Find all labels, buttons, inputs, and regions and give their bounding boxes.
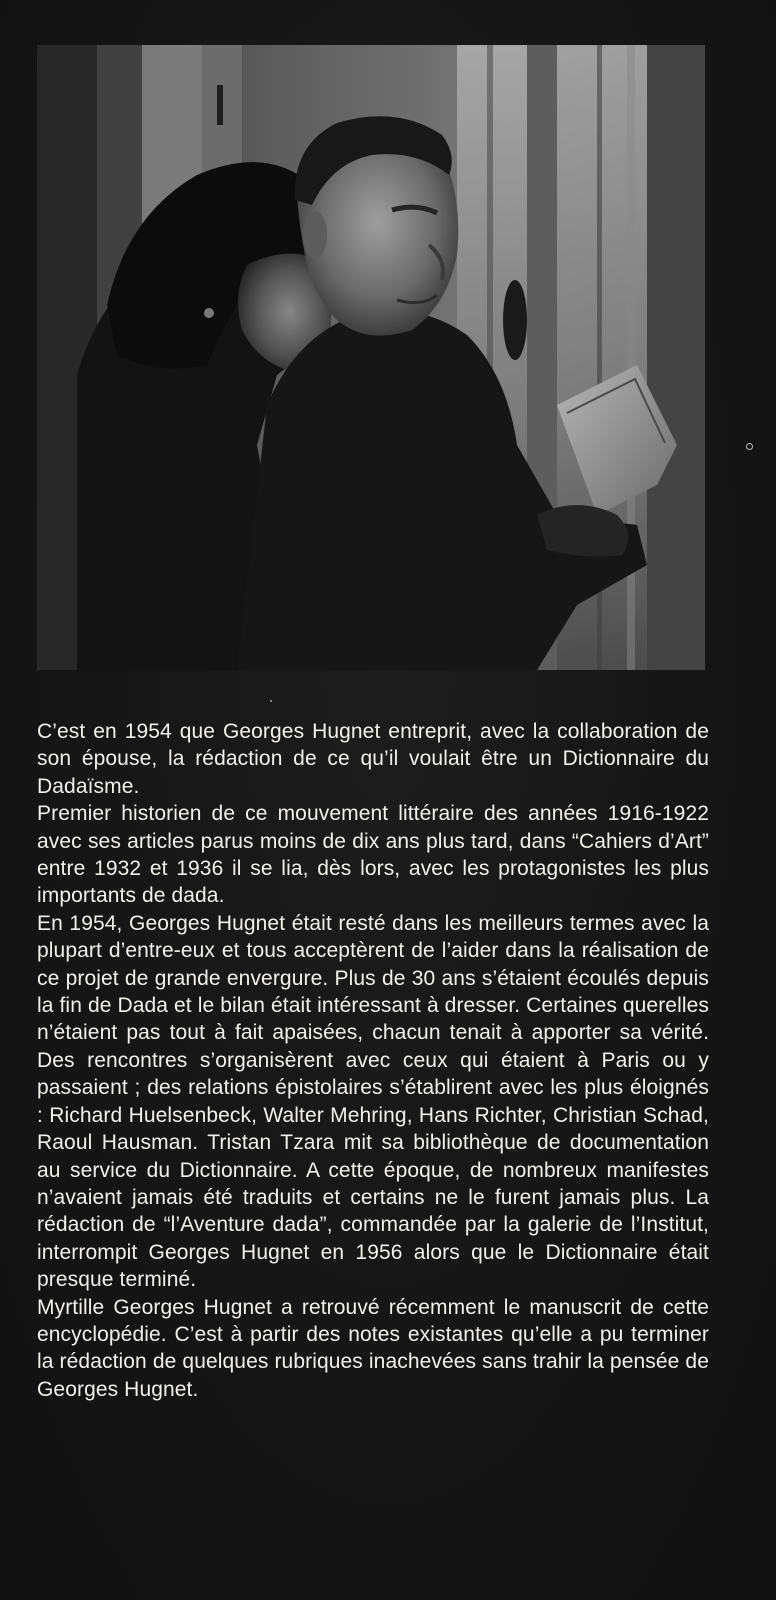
portrait-photo — [37, 45, 705, 670]
paper-speck — [270, 700, 272, 702]
paragraph-2: Premier historien de ce mouvement littéraire des années 1916-1922 avec ses articles parus moins de dix ans plus tard, dans “Cahiers d’Art” entre 1932 et 1936 il se lia, dès lors, avec les protagonistes les plus importants de dada. — [37, 802, 709, 908]
paragraph-4: Myrtille Georges Hugnet a retrouvé récemment le manuscrit de cette encyclopédie. C’est à partir des notes existantes qu’elle a pu terminer la rédaction de quelques rubriques inachevées sans trahir la pensée de Georges Hugnet. — [37, 1295, 709, 1401]
text-block — [37, 718, 709, 1403]
paragraph-3: En 1954, Georges Hugnet était resté dans les meilleurs termes avec la plupart d’entre-eux et tous acceptèrent de l’aider dans la réalisation de ce projet de grande envergure. Plus de 30 ans s’étaient écoulés depuis la fin de Dada et le bilan était intéressant à dresser. Certaines querelles n’étaient pas tout à fait apaisées, chacun tenait à apporter sa vérité. Des rencontres s’organisèrent avec ceux qui étaient à Paris ou y passaient ; des relations épistolaires s’établirent avec les plus éloignés : Richard Huelsenbeck, Walter Mehring, Hans Richter, Christian Schad, Raoul Hausman. Tristan Tzara mit sa bibliothèque de documentation au service du Dictionnaire. A cette époque, de nombreux manifestes n’avaient jamais été traduits et certains ne le furent jamais plus. La rédaction de “l’Aventure dada”, commandée par la galerie de l’Institut, interrompit Georges Hugnet en 1956 alors que le Dictionnaire était presque terminé. — [37, 911, 709, 1292]
margin-mark — [746, 443, 753, 450]
paragraph-1: C’est en 1954 que Georges Hugnet entreprit, avec la collaboration de son épouse, la rédaction de ce qu’il voulait être un Dictionnaire du Dadaïsme. — [37, 720, 709, 798]
